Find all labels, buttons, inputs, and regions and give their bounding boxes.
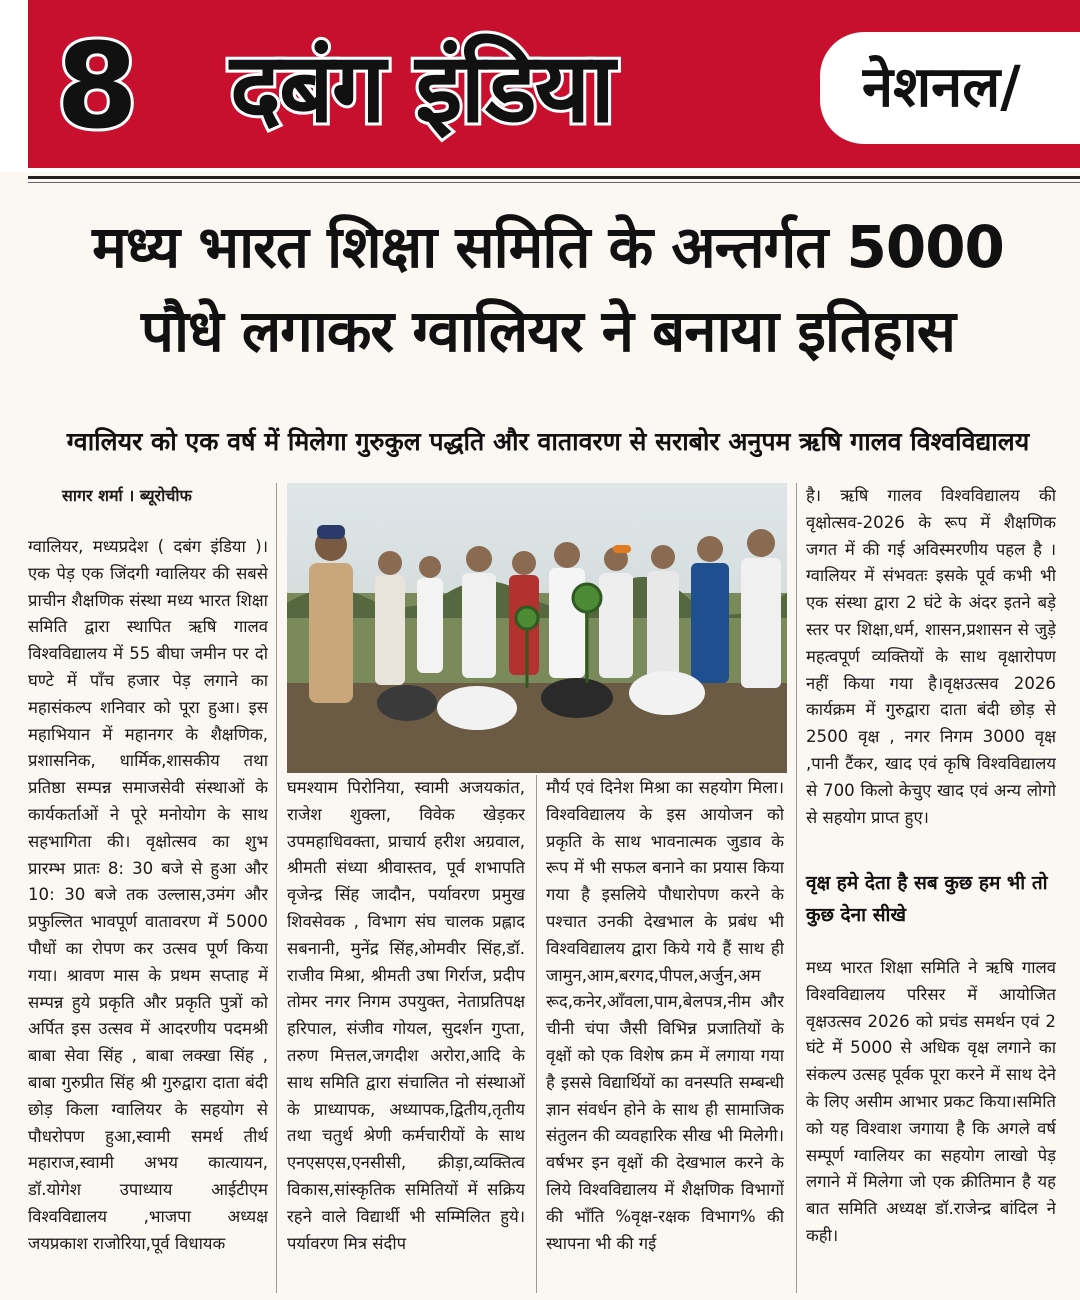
newspaper-name: दबंग इंडिया (230, 32, 614, 144)
column-divider (536, 775, 537, 1293)
headline (28, 205, 1068, 373)
section-label: नेशनल/ (862, 55, 1021, 120)
column-4-subheading: वृक्ष हमे देता है सब कुछ हम भी तो कुछ देना सीखे (806, 872, 1048, 926)
page-number: 8 (56, 17, 139, 155)
headline-line-1: मध्य भारत शिक्षा समिति के अन्तर्गत 5000 (92, 213, 1004, 281)
column-1-text: ग्वालियर, मध्यप्रदेश ( दबंग इंडिया )। एक पेड़ एक जिंदगी ग्वालियर की सबसे प्राचीन शैक्षणिक संस्था मध्य भारत शिक्षा समिति द्वारा स्थापित ऋषि गालव विश्वविद्यालय में 55 बीघा जमीन पर दो घण्टे में पाँच हजार पेड़ लगाने का महासंकल्प शनिवार को पूरा हुआ। इस महाभियान में महानगर के शैक्षणिक, प्रशासनिक, धार्मिक,शासकीय तथा प्रतिष्ठा सम्पन्न समाजसेवी संस्थाओं के कार्यकर्ताओं ने पूरे मनोयोग के साथ सहभागिता की। वृक्षोत्सव का शुभ प्रारम्भ प्रातः 8: 30 बजे से हुआ और 10: 30 बजे तक उल्लास,उमंग और प्रफुल्लित भावपूर्ण वातावरण में 5000 पौधों का रोपण कर उत्सव पूर्ण किया गया। श्रावण मास के प्रथम सप्ताह में सम्पन्न हुये प्रकृति और प्रकृति पुत्रों को अर्पित इस उत्सव में आदरणीय पदमश्री बाबा सेवा सिंह , बाबा लक्खा सिंह , बाबा गुरुप्रीत सिंह श्री गुरुद्वारा दाता बंदी छोड़ किला ग्वालियर के सहयोग से पौधरोपण हुआ,स्वामी समर्थ तीर्थ महाराज,स्वामी अभय कात्यायन, डॉ.योगेश उपाध्याय आईटीएम विश्वविद्यालय ,भाजपा अध्यक्ष जयप्रकाश राजोरिया,पूर्व विधायक (28, 537, 268, 1253)
column-2-text: घमश्याम पिरोनिया, स्वामी अजयकांत, राजेश शुक्ला, विवेक खेड़कर उपमहाधिवक्ता, प्राचार्य हरीश अग्रवाल, श्रीमती संध्या श्रीवास्तव, पूर्व शभापति वृजेन्द्र सिंह जादौन, पर्यावरण प्रमुख शिवसेवक , विभाग संघ चालक प्रह्लाद सबनानी, मुनेंद्र सिंह,ओमवीर सिंह,डॉ. राजीव मिश्रा, श्रीमती उषा गिर्राज, प्रदीप तोमर नगर निगम उपयुक्त, नेताप्रतिपक्ष हरिपाल, संजीव गोयल, सुदर्शन गुप्ता, तरुण मित्तल,जगदीश अरोरा,आदि के साथ समिति द्वारा संचालित नो संस्थाओं के प्राध्यापक, अध्यापक,द्वितीय,तृतीय तथा चतुर्थ श्रेणी कर्मचारीयों के साथ एनएसएस,एनसीसी, क्रीड़ा,व्यक्तित्व विकास,सांस्कृतिक समितियों में सक्रिय रहने वाले विद्यार्थी भी सम्मिलित हुये। पर्यावरण मित्र संदीप (287, 778, 525, 1253)
subheadline: ग्वालियर को एक वर्ष में मिलेगा गुरुकुल पद्धति और वातावरण से सराबोर अनुपम ऋषि गालव विश्वविद्यालय (66, 427, 1030, 456)
article-column-2 (287, 775, 525, 1293)
masthead (0, 0, 1080, 172)
headline-line-2: पौधे लगाकर ग्वालियर ने बनाया इतिहास (141, 297, 955, 365)
byline: सागर शर्मा । ब्यूरोचीफ (62, 486, 192, 505)
event-photo (287, 483, 787, 773)
article-column-3 (546, 775, 784, 1293)
column-4-top-text: है। ऋषि गालव विश्वविद्यालय की वृक्षोत्सव-2026 के रूप में शैक्षणिक जगत में की गई अविस्मरणीय पहल है ।ग्वालियर में संभवतः इसके पूर्व कभी भी एक संस्था द्वारा 2 घंटे के अंदर इतने बड़े स्तर पर शिक्षा,धर्म, शासन,प्रशासन से जुड़े महत्वपूर्ण व्यक्तियों के साथ वृक्षारोपण नहीं किया गया है।वृक्षउत्सव 2026 कार्यक्रम में गुरुद्वारा दाता बंदी छोड़ से 2500 वृक्ष , नगर निगम 3000 वृक्ष ,पानी टैंकर, खाद एवं कृषि विश्वविद्यालय से 700 किलो केचुए खाद एवं अन्य लोगो से सहयोग प्राप्त हुए। (806, 486, 1056, 827)
column-divider (796, 483, 797, 1293)
tree-plantation-photo-icon (287, 483, 787, 773)
article-column-1 (28, 534, 268, 1294)
article-column-4-bottom (806, 955, 1056, 1293)
masthead-rule (28, 176, 1080, 179)
column-4-bottom-text: मध्य भारत शिक्षा समिति ने ऋषि गालव विश्वविद्यालय परिसर में आयोजित वृक्षउत्सव 2026 को प्रचंड समर्थन एवं 2 घंटे में 5000 से अधिक वृक्ष लगाने का संकल्प उत्सह पूर्वक पूरा करने में साथ देने के लिए असीम आभार प्रकट किया।समिति को यह विश्वाश जगाया है कि अगले वर्ष सम्पूर्ण ग्वालियर का सहयोग लाखो पेड़ लगाने में मिलेगा जो एक क्रीतिमान है यह बात समिति अध्यक्ष डॉ.राजेन्द्र बांदिल ने कही। (806, 958, 1056, 1245)
article-column-4-top (806, 483, 1056, 861)
masthead-rule-thin (28, 182, 1080, 183)
column-divider (276, 483, 277, 1293)
column-3-text: मौर्य एवं दिनेश मिश्रा का सहयोग मिला। विश्वविद्यालय के इस आयोजन को प्रकृति के साथ भावनात्मक जुडाव के रूप में भी सफल बनाने का प्रयास किया गया है इसलिये पौधारोपण करने के पश्चात उनकी देखभाल के प्रबंध भी विश्वविद्यालय द्वारा किये गये हैं साथ ही जामुन,आम,बरगद,पीपल,अर्जुन,अम रूद,कनेर,आँवला,पाम,बेलपत्र,नीम और चीनी चंपा जैसी विभिन्न प्रजातियों के वृक्षों को एक विशेष क्रम में लगाया गया है इससे विद्यार्थियों का वनस्पति सम्बन्धी ज्ञान संवर्धन होने के साथ ही सामाजिक संतुलन की व्यवहारिक सीख भी मिलेगी। वर्षभर इन वृक्षों की देखभाल करने के लिये विश्वविद्यालय में शैक्षणिक विभागों की भाँति %वृक्ष-रक्षक विभाग% की स्थापना भी की गई (546, 778, 784, 1253)
